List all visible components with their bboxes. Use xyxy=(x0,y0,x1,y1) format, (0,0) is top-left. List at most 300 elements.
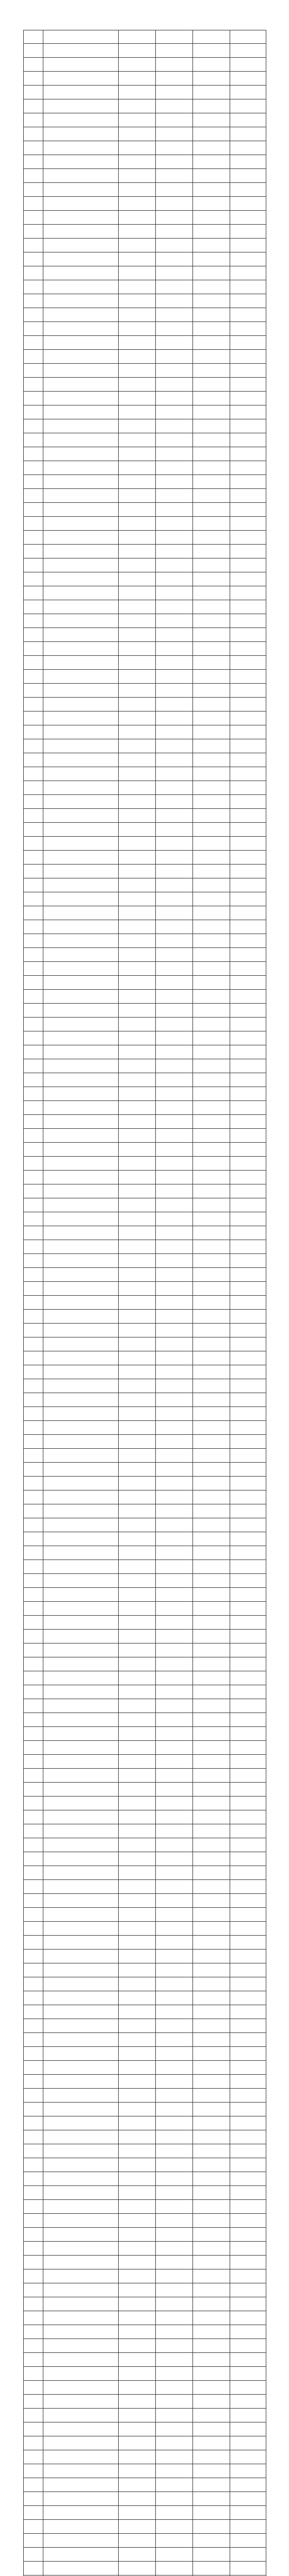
table-row xyxy=(23,350,266,364)
cell-score-2 xyxy=(155,1101,192,1115)
cell-exam-number xyxy=(43,1296,118,1310)
cell-score-1 xyxy=(118,1588,155,1602)
cell-score-2 xyxy=(155,600,192,614)
cell-result xyxy=(230,920,266,934)
cell-sequence xyxy=(23,1198,43,1212)
table-row xyxy=(23,475,266,489)
cell-score-1 xyxy=(118,1282,155,1296)
cell-score-3 xyxy=(192,1282,230,1296)
cell-score-2 xyxy=(155,1143,192,1157)
cell-score-1 xyxy=(118,1671,155,1685)
cell-result xyxy=(230,1018,266,1031)
cell-score-3 xyxy=(192,1852,230,1866)
cell-sequence xyxy=(23,2311,43,2325)
cell-score-3 xyxy=(192,739,230,753)
table-row xyxy=(23,86,266,99)
cell-score-3 xyxy=(192,962,230,976)
cell-result xyxy=(230,1393,266,1407)
cell-score-3 xyxy=(192,2395,230,2409)
cell-sequence xyxy=(23,1226,43,1240)
cell-score-3 xyxy=(192,2464,230,2478)
cell-sequence xyxy=(23,308,43,322)
cell-sequence xyxy=(23,2478,43,2492)
cell-score-1 xyxy=(118,2464,155,2478)
cell-result xyxy=(230,837,266,851)
cell-score-2 xyxy=(155,58,192,72)
cell-sequence xyxy=(23,1337,43,1351)
cell-score-2 xyxy=(155,1685,192,1699)
cell-score-1 xyxy=(118,1977,155,1991)
cell-score-1 xyxy=(118,2214,155,2228)
cell-sequence xyxy=(23,2116,43,2130)
cell-sequence xyxy=(23,2103,43,2116)
cell-result xyxy=(230,1268,266,1282)
cell-score-1 xyxy=(118,1157,155,1171)
cell-score-1 xyxy=(118,2130,155,2144)
cell-score-2 xyxy=(155,2548,192,2562)
cell-score-3 xyxy=(192,1769,230,1783)
cell-result xyxy=(230,2548,266,2562)
cell-exam-number xyxy=(43,1713,118,1727)
cell-result xyxy=(230,1212,266,1226)
table-row xyxy=(23,1727,266,1741)
cell-exam-number xyxy=(43,1129,118,1143)
cell-score-3 xyxy=(192,113,230,127)
cell-exam-number xyxy=(43,2033,118,2047)
cell-result xyxy=(230,461,266,475)
table-row xyxy=(23,2297,266,2311)
cell-result xyxy=(230,2478,266,2492)
cell-exam-number xyxy=(43,1671,118,1685)
cell-score-2 xyxy=(155,1950,192,1963)
cell-sequence xyxy=(23,2005,43,2019)
cell-score-3 xyxy=(192,2506,230,2520)
cell-exam-number xyxy=(43,2158,118,2172)
cell-score-3 xyxy=(192,2422,230,2436)
cell-exam-number xyxy=(43,1574,118,1588)
cell-score-1 xyxy=(118,72,155,86)
cell-score-1 xyxy=(118,1435,155,1449)
cell-result xyxy=(230,865,266,878)
cell-sequence xyxy=(23,1073,43,1087)
cell-result xyxy=(230,2339,266,2353)
cell-sequence xyxy=(23,1310,43,1324)
cell-score-1 xyxy=(118,1685,155,1699)
cell-score-2 xyxy=(155,197,192,211)
table-row xyxy=(23,1379,266,1393)
cell-result xyxy=(230,1769,266,1783)
cell-result xyxy=(230,266,266,280)
cell-score-3 xyxy=(192,920,230,934)
cell-exam-number xyxy=(43,906,118,920)
cell-score-3 xyxy=(192,1310,230,1324)
cell-result xyxy=(230,86,266,99)
cell-exam-number xyxy=(43,1838,118,1852)
cell-score-2 xyxy=(155,2061,192,2075)
cell-score-3 xyxy=(192,1490,230,1504)
cell-exam-number xyxy=(43,197,118,211)
cell-score-2 xyxy=(155,1045,192,1059)
cell-sequence xyxy=(23,2144,43,2158)
table-row xyxy=(23,1268,266,1282)
cell-score-2 xyxy=(155,2019,192,2033)
cell-score-1 xyxy=(118,1866,155,1880)
table-row xyxy=(23,1950,266,1963)
table-row xyxy=(23,1894,266,1908)
cell-score-3 xyxy=(192,127,230,141)
cell-score-1 xyxy=(118,2019,155,2033)
cell-score-1 xyxy=(118,1490,155,1504)
cell-sequence xyxy=(23,906,43,920)
cell-score-2 xyxy=(155,350,192,364)
table-row xyxy=(23,197,266,211)
cell-sequence xyxy=(23,865,43,878)
cell-score-3 xyxy=(192,211,230,225)
cell-score-1 xyxy=(118,1254,155,1268)
cell-score-1 xyxy=(118,865,155,878)
cell-score-2 xyxy=(155,767,192,781)
cell-score-1 xyxy=(118,44,155,58)
cell-score-2 xyxy=(155,1073,192,1087)
cell-score-1 xyxy=(118,1560,155,1574)
cell-score-2 xyxy=(155,378,192,392)
cell-score-3 xyxy=(192,684,230,698)
cell-sequence xyxy=(23,58,43,72)
cell-score-2 xyxy=(155,614,192,628)
table-row xyxy=(23,461,266,475)
cell-exam-number xyxy=(43,684,118,698)
cell-score-1 xyxy=(118,2186,155,2200)
cell-sequence xyxy=(23,1059,43,1073)
cell-exam-number xyxy=(43,294,118,308)
cell-score-3 xyxy=(192,531,230,545)
cell-score-3 xyxy=(192,2325,230,2339)
cell-exam-number xyxy=(43,1518,118,1532)
cell-score-2 xyxy=(155,2562,192,2575)
table-row xyxy=(23,99,266,113)
table-row xyxy=(23,1143,266,1157)
table-row xyxy=(23,2186,266,2200)
cell-score-1 xyxy=(118,350,155,364)
cell-result xyxy=(230,1504,266,1518)
cell-score-1 xyxy=(118,878,155,892)
cell-sequence xyxy=(23,1365,43,1379)
cell-score-2 xyxy=(155,169,192,183)
cell-sequence xyxy=(23,1880,43,1894)
cell-sequence xyxy=(23,711,43,725)
cell-sequence xyxy=(23,1184,43,1198)
cell-sequence xyxy=(23,809,43,823)
cell-sequence xyxy=(23,670,43,684)
cell-exam-number xyxy=(43,558,118,572)
cell-sequence xyxy=(23,1504,43,1518)
cell-score-1 xyxy=(118,2256,155,2269)
cell-result xyxy=(230,1894,266,1908)
cell-exam-number xyxy=(43,614,118,628)
cell-score-3 xyxy=(192,2367,230,2381)
table-row xyxy=(23,614,266,628)
cell-score-1 xyxy=(118,322,155,336)
cell-sequence xyxy=(23,948,43,962)
cell-score-3 xyxy=(192,266,230,280)
table-row xyxy=(23,1755,266,1769)
table-row xyxy=(23,1769,266,1783)
cell-score-1 xyxy=(118,2269,155,2283)
cell-score-1 xyxy=(118,308,155,322)
cell-score-3 xyxy=(192,1129,230,1143)
cell-result xyxy=(230,670,266,684)
cell-score-3 xyxy=(192,1296,230,1310)
cell-score-3 xyxy=(192,1407,230,1421)
cell-score-3 xyxy=(192,2311,230,2325)
cell-result xyxy=(230,1518,266,1532)
cell-sequence xyxy=(23,2269,43,2283)
table-row xyxy=(23,823,266,837)
cell-exam-number xyxy=(43,1560,118,1574)
cell-score-2 xyxy=(155,1518,192,1532)
cell-result xyxy=(230,44,266,58)
cell-score-2 xyxy=(155,642,192,656)
cell-sequence xyxy=(23,2339,43,2353)
cell-sequence xyxy=(23,2019,43,2033)
table-row xyxy=(23,155,266,169)
cell-exam-number xyxy=(43,2283,118,2297)
table-row xyxy=(23,2311,266,2325)
cell-result xyxy=(230,2228,266,2242)
cell-score-2 xyxy=(155,1310,192,1324)
cell-score-2 xyxy=(155,1810,192,1824)
cell-result xyxy=(230,2409,266,2422)
cell-exam-number xyxy=(43,948,118,962)
cell-score-3 xyxy=(192,823,230,837)
cell-score-2 xyxy=(155,322,192,336)
cell-score-3 xyxy=(192,1351,230,1365)
table-row xyxy=(23,878,266,892)
cell-score-3 xyxy=(192,1560,230,1574)
cell-exam-number xyxy=(43,447,118,461)
cell-result xyxy=(230,447,266,461)
cell-result xyxy=(230,1755,266,1769)
cell-sequence xyxy=(23,1852,43,1866)
cell-score-2 xyxy=(155,1616,192,1630)
cell-sequence xyxy=(23,169,43,183)
table-row xyxy=(23,531,266,545)
table-row xyxy=(23,2478,266,2492)
cell-sequence xyxy=(23,684,43,698)
cell-score-1 xyxy=(118,1518,155,1532)
cell-exam-number xyxy=(43,1004,118,1018)
cell-exam-number xyxy=(43,1268,118,1282)
cell-score-3 xyxy=(192,350,230,364)
cell-result xyxy=(230,1950,266,1963)
table-row xyxy=(23,2116,266,2130)
cell-score-1 xyxy=(118,2436,155,2450)
cell-exam-number xyxy=(43,2436,118,2450)
cell-exam-number xyxy=(43,753,118,767)
cell-score-1 xyxy=(118,1504,155,1518)
table-row xyxy=(23,1212,266,1226)
cell-score-1 xyxy=(118,1755,155,1769)
cell-exam-number xyxy=(43,545,118,558)
table-row xyxy=(23,2506,266,2520)
cell-score-1 xyxy=(118,586,155,600)
cell-score-2 xyxy=(155,2339,192,2353)
cell-score-3 xyxy=(192,169,230,183)
table-row xyxy=(23,1421,266,1435)
cell-score-2 xyxy=(155,1031,192,1045)
cell-score-1 xyxy=(118,1727,155,1741)
table-row xyxy=(23,1296,266,1310)
cell-score-2 xyxy=(155,1922,192,1936)
cell-sequence xyxy=(23,86,43,99)
cell-score-1 xyxy=(118,1351,155,1365)
cell-score-1 xyxy=(118,2311,155,2325)
table-row xyxy=(23,1129,266,1143)
cell-sequence xyxy=(23,1574,43,1588)
cell-sequence xyxy=(23,517,43,531)
cell-sequence xyxy=(23,1157,43,1171)
cell-result xyxy=(230,419,266,433)
cell-score-1 xyxy=(118,239,155,252)
cell-score-1 xyxy=(118,656,155,670)
table-row xyxy=(23,934,266,948)
cell-score-1 xyxy=(118,809,155,823)
cell-sequence xyxy=(23,1379,43,1393)
table-row xyxy=(23,280,266,294)
cell-score-3 xyxy=(192,2089,230,2103)
cell-score-1 xyxy=(118,1073,155,1087)
cell-score-2 xyxy=(155,2158,192,2172)
cell-score-2 xyxy=(155,2047,192,2061)
cell-score-2 xyxy=(155,1977,192,1991)
table-row xyxy=(23,906,266,920)
cell-score-1 xyxy=(118,837,155,851)
cell-result xyxy=(230,322,266,336)
cell-sequence xyxy=(23,2089,43,2103)
table-row xyxy=(23,1936,266,1950)
table-row xyxy=(23,378,266,392)
cell-sequence xyxy=(23,2450,43,2464)
cell-score-3 xyxy=(192,545,230,558)
table-row xyxy=(23,2534,266,2548)
cell-sequence xyxy=(23,1950,43,1963)
cell-score-2 xyxy=(155,711,192,725)
cell-score-1 xyxy=(118,2242,155,2256)
cell-score-1 xyxy=(118,1171,155,1184)
cell-exam-number xyxy=(43,2228,118,2242)
cell-exam-number xyxy=(43,350,118,364)
cell-score-2 xyxy=(155,684,192,698)
table-row xyxy=(23,642,266,656)
table-row xyxy=(23,2103,266,2116)
cell-score-3 xyxy=(192,2492,230,2506)
cell-score-2 xyxy=(155,1268,192,1282)
cell-score-2 xyxy=(155,851,192,865)
cell-result xyxy=(230,1059,266,1073)
cell-sequence xyxy=(23,2534,43,2548)
cell-sequence xyxy=(23,976,43,990)
cell-score-1 xyxy=(118,2520,155,2534)
cell-score-1 xyxy=(118,1477,155,1490)
cell-score-3 xyxy=(192,2353,230,2367)
cell-sequence xyxy=(23,447,43,461)
cell-score-3 xyxy=(192,141,230,155)
cell-score-2 xyxy=(155,545,192,558)
cell-sequence xyxy=(23,1490,43,1504)
cell-score-3 xyxy=(192,1031,230,1045)
table-row xyxy=(23,1031,266,1045)
cell-result xyxy=(230,1880,266,1894)
cell-score-3 xyxy=(192,2534,230,2548)
cell-score-1 xyxy=(118,851,155,865)
cell-exam-number xyxy=(43,2214,118,2228)
cell-score-3 xyxy=(192,336,230,350)
cell-sequence xyxy=(23,1783,43,1797)
cell-score-2 xyxy=(155,698,192,711)
cell-exam-number xyxy=(43,1532,118,1546)
cell-result xyxy=(230,878,266,892)
cell-sequence xyxy=(23,1171,43,1184)
cell-result xyxy=(230,2381,266,2395)
cell-score-1 xyxy=(118,2047,155,2061)
cell-sequence xyxy=(23,2200,43,2214)
cell-score-3 xyxy=(192,2283,230,2297)
cell-score-3 xyxy=(192,183,230,197)
cell-sequence xyxy=(23,1838,43,1852)
cell-score-3 xyxy=(192,44,230,58)
cell-score-3 xyxy=(192,1504,230,1518)
cell-score-2 xyxy=(155,1254,192,1268)
cell-score-1 xyxy=(118,920,155,934)
cell-result xyxy=(230,1532,266,1546)
cell-exam-number xyxy=(43,1018,118,1031)
cell-score-3 xyxy=(192,447,230,461)
column-header-score-2 xyxy=(155,30,192,44)
cell-score-2 xyxy=(155,1741,192,1755)
cell-score-3 xyxy=(192,517,230,531)
cell-score-2 xyxy=(155,1560,192,1574)
cell-sequence xyxy=(23,322,43,336)
cell-sequence xyxy=(23,1240,43,1254)
cell-sequence xyxy=(23,405,43,419)
cell-result xyxy=(230,1379,266,1393)
cell-sequence xyxy=(23,1045,43,1059)
table-row xyxy=(23,2283,266,2297)
cell-score-3 xyxy=(192,572,230,586)
cell-result xyxy=(230,183,266,197)
cell-exam-number xyxy=(43,990,118,1004)
table-row xyxy=(23,2409,266,2422)
cell-score-3 xyxy=(192,2450,230,2464)
cell-score-3 xyxy=(192,1936,230,1950)
cell-score-1 xyxy=(118,1324,155,1337)
cell-exam-number xyxy=(43,2367,118,2381)
cell-score-1 xyxy=(118,2283,155,2297)
cell-score-1 xyxy=(118,2033,155,2047)
cell-score-1 xyxy=(118,1184,155,1198)
cell-result xyxy=(230,433,266,447)
cell-score-3 xyxy=(192,711,230,725)
cell-score-1 xyxy=(118,1045,155,1059)
cell-score-2 xyxy=(155,44,192,58)
cell-result xyxy=(230,1129,266,1143)
cell-score-3 xyxy=(192,1421,230,1435)
table-row xyxy=(23,2214,266,2228)
cell-score-3 xyxy=(192,1171,230,1184)
cell-exam-number xyxy=(43,503,118,517)
cell-score-2 xyxy=(155,2422,192,2436)
table-row xyxy=(23,698,266,711)
